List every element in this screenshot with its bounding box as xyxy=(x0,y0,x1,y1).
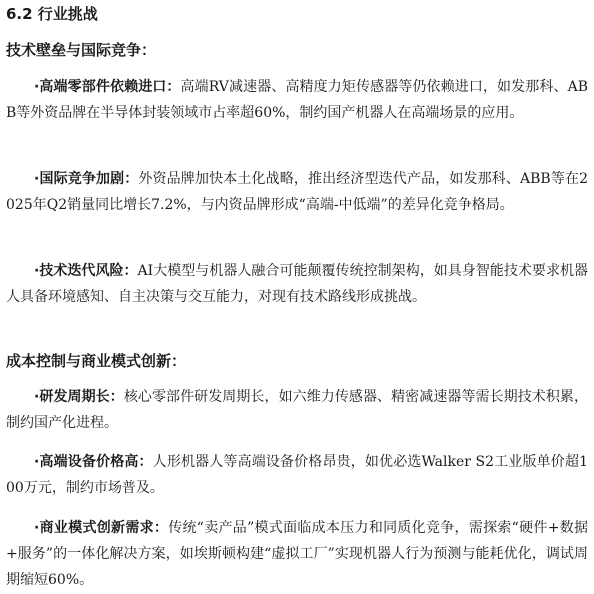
bullet-marker: · xyxy=(34,389,40,405)
item-body: 核心零部件研发周期长，如六维力传感器、精密减速器等需长期技术积累，制约国产化进程。 xyxy=(6,389,589,431)
list-item-tech-iteration-risk xyxy=(6,258,588,310)
item-title: 国际竞争加剧： xyxy=(39,171,139,187)
list-item-intl-competition xyxy=(6,166,588,218)
item-title: 技术迭代风险： xyxy=(39,263,138,279)
item-title: 高端设备价格高： xyxy=(39,454,153,470)
bullet-marker: · xyxy=(34,79,40,95)
item-body: 人形机器人等高端设备价格昂贵，如优必选Walker S2工业版单价超100万元，制约市场普及。 xyxy=(6,454,589,496)
bullet-marker: · xyxy=(34,454,40,470)
bullet-marker: · xyxy=(34,263,40,279)
item-body: 高端RV减速器、高精度力矩传感器等仍依赖进口，如发那科、ABB等外资品牌在半导体封装领域市占率超60%，制约国产机器人在高端场景的应用。 xyxy=(6,79,589,121)
page-heading: 6.2 行业挑战 xyxy=(6,5,98,23)
bullet-marker: · xyxy=(34,171,40,187)
section-title-tech-barriers: 技术壁垒与国际竞争： xyxy=(6,41,157,59)
item-title: 研发周期长： xyxy=(39,389,124,405)
list-item-import-dependence xyxy=(6,74,588,126)
item-body: AI大模型与机器人融合可能颠覆传统控制架构，如具身智能技术要求机器人具备环境感知、自主决策与交互能力，对现有技术路线形成挑战。 xyxy=(6,263,589,305)
bullet-marker: · xyxy=(34,520,40,536)
section-title-cost-business-model: 成本控制与商业模式创新： xyxy=(6,352,187,370)
item-body: 传统“卖产品”模式面临成本压力和同质化竞争，需探索“硬件+数据+服务”的一体化解决方案，如埃斯顿构建“虚拟工厂”实现机器人行为预测与能耗优化，调试周期缩短60%。 xyxy=(6,520,589,588)
list-item-high-equipment-price xyxy=(6,449,588,501)
item-body: 外资品牌加快本土化战略，推出经济型迭代产品，如发那科、ABB等在2025年Q2销量同比增长7.2%，与内资品牌形成“高端-中低端”的差异化竞争格局。 xyxy=(6,171,589,213)
list-item-business-model-innovation xyxy=(6,515,588,593)
item-title: 高端零部件依赖进口： xyxy=(39,79,181,95)
list-item-long-rd-cycle xyxy=(6,384,588,436)
item-title: 商业模式创新需求： xyxy=(39,520,169,536)
